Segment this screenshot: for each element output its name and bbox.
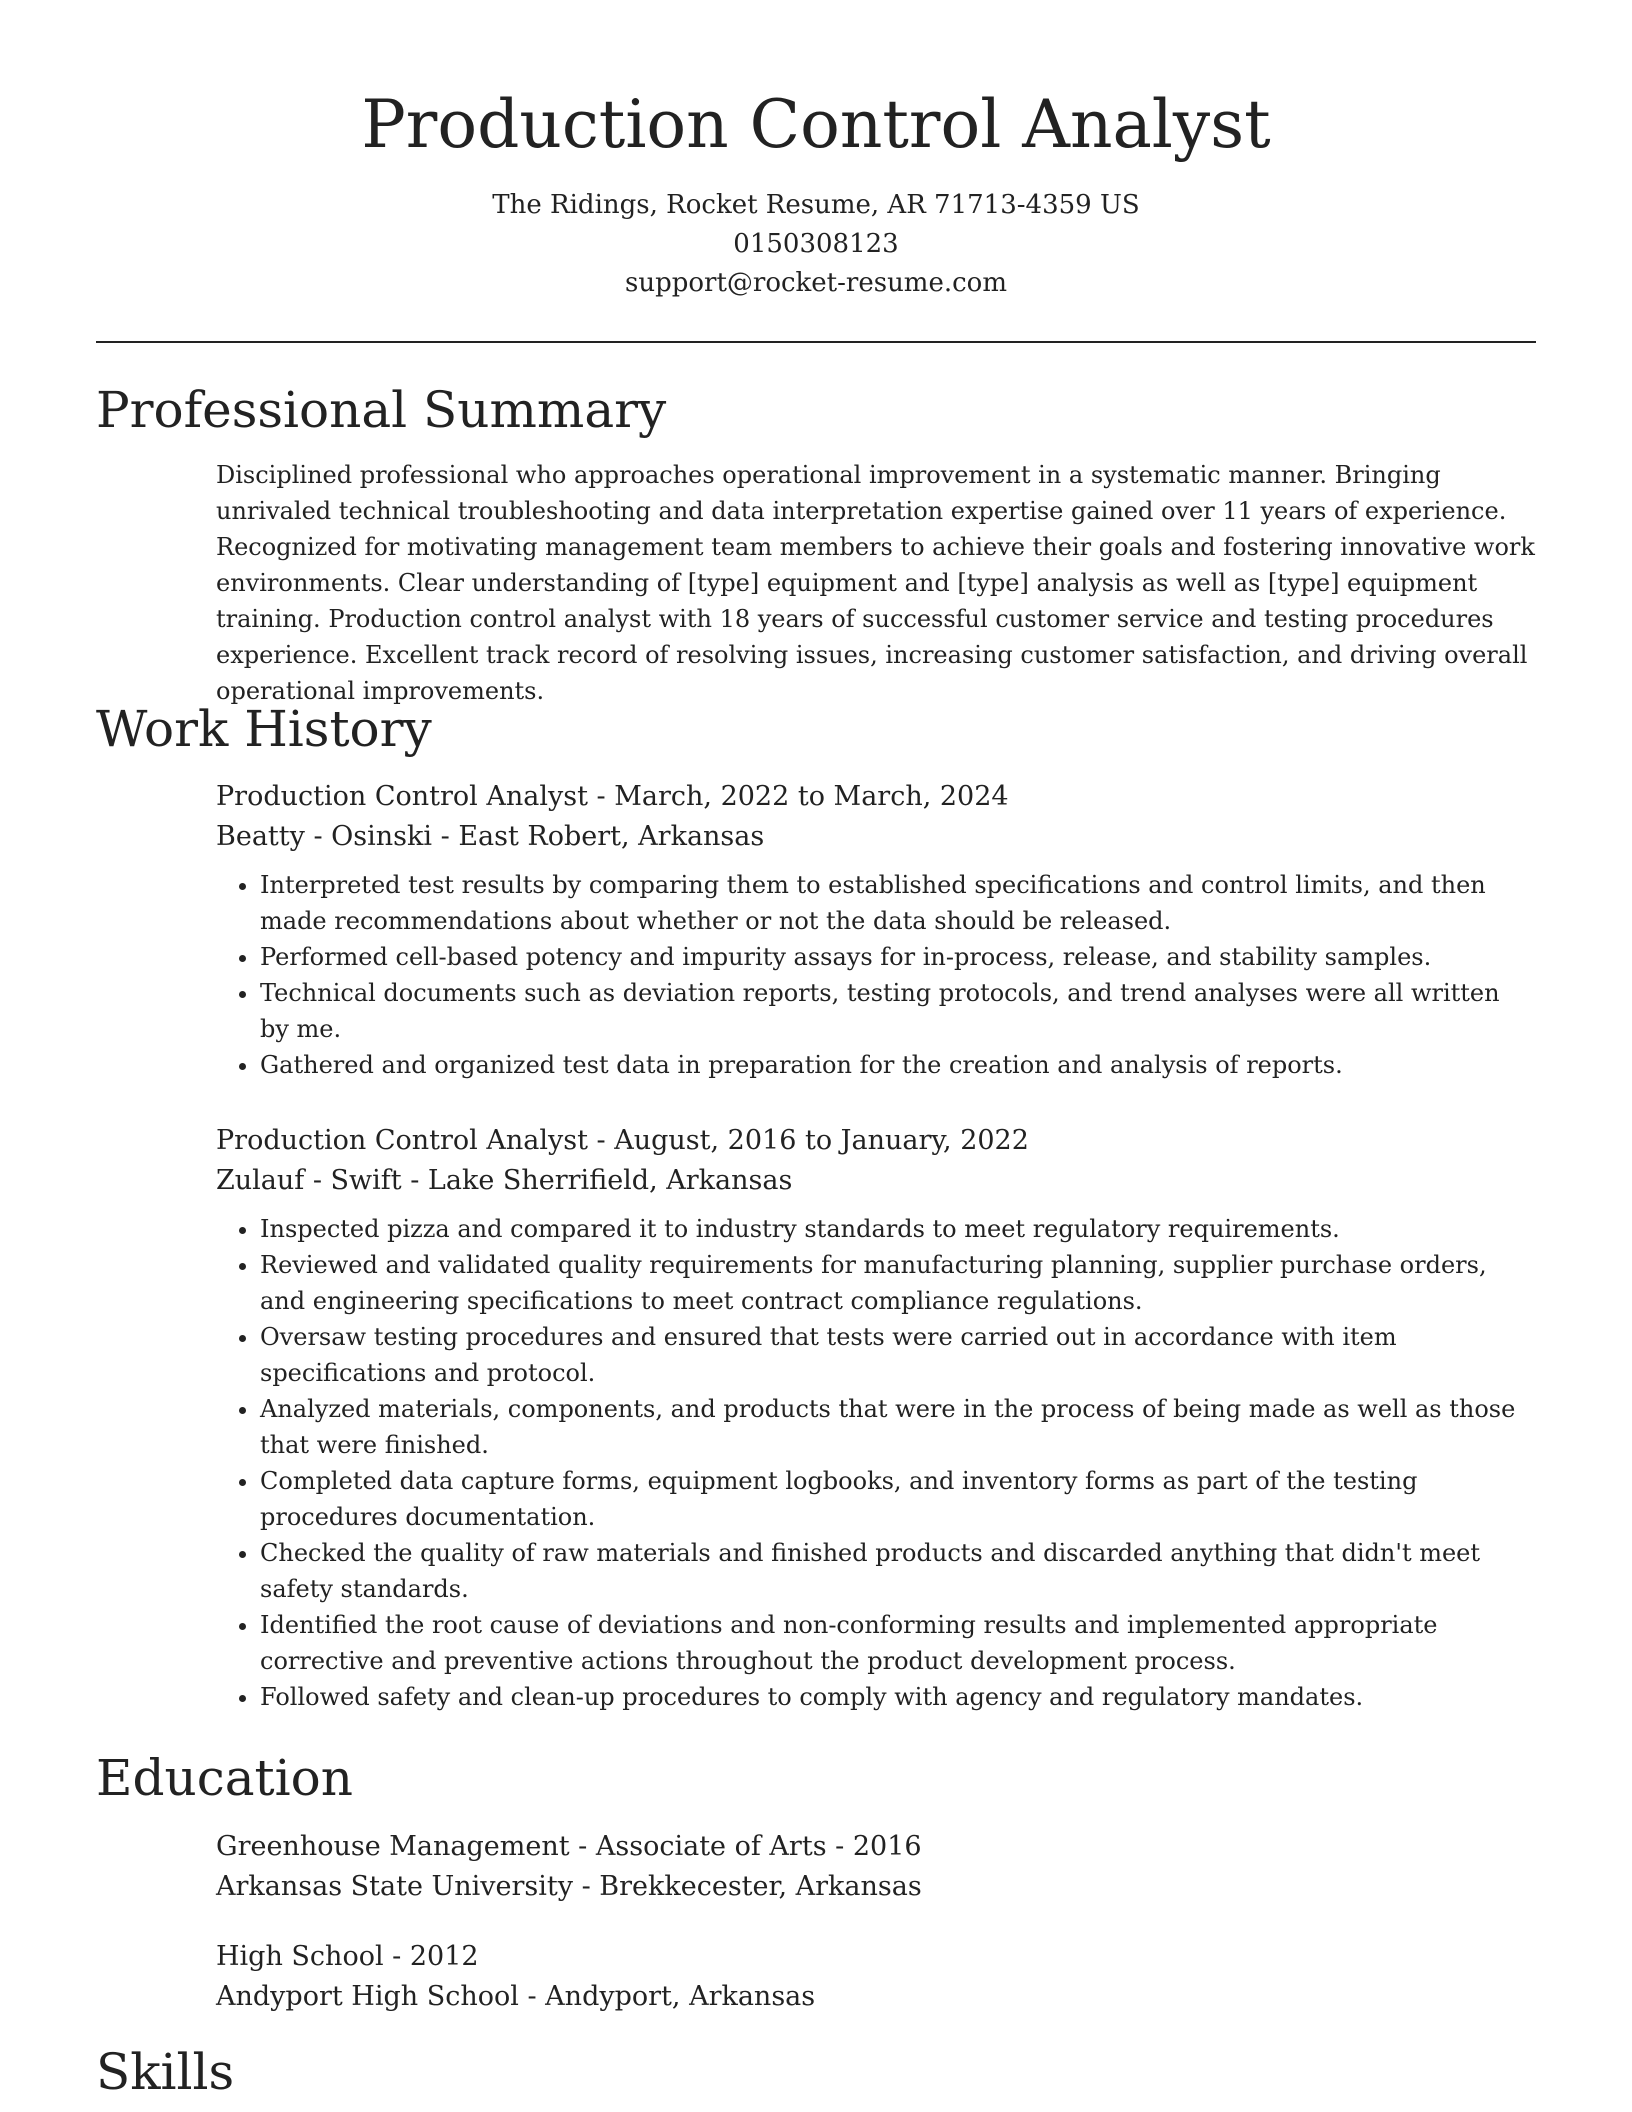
job-bullet: • Performed cell-based potency and impurity assays for in-process, release, and stability samples.: [260, 939, 1536, 975]
job-bullet: • Oversaw testing procedures and ensured that tests were carried out in accordance with item specifications and protocol.: [260, 1319, 1536, 1391]
job-bullet: • Analyzed materials, components, and products that were in the process of being made as well as those that were finished.: [260, 1391, 1536, 1463]
job-title-dates: Production Control Analyst - August, 2016 to January, 2022: [216, 1125, 1029, 1156]
job-bullet: • Interpreted test results by comparing them to established specifications and control limits, and then made recommendations about whether or not the data should be released.: [260, 867, 1536, 939]
job-bullet-list: [216, 1211, 1536, 1715]
education-school: Arkansas State University - Brekkecester, Arkansas: [216, 1871, 922, 1902]
summary-heading: Professional Summary: [96, 381, 667, 439]
education-school: Andyport High School - Andyport, Arkansas: [216, 1981, 816, 2012]
skills-heading: Skills: [96, 2043, 235, 2101]
candidate-name: Production Control Analyst: [361, 86, 1271, 163]
job-company-location: Beatty - Osinski - East Robert, Arkansas: [216, 821, 765, 852]
contact-info: [0, 186, 1632, 303]
job-bullet-list: [216, 867, 1536, 1083]
header-divider: [96, 341, 1536, 343]
summary-section: [216, 457, 1536, 709]
job-company-location: Zulauf - Swift - Lake Sherrifield, Arkansas: [216, 1165, 793, 1196]
education-degree: Greenhouse Management - Associate of Arts - 2016: [216, 1831, 922, 1862]
job-entry: [216, 1121, 1536, 1715]
education-entry: [216, 1937, 1536, 2017]
job-bullet: • Completed data capture forms, equipment logbooks, and inventory forms as part of the testing procedures documentation.: [260, 1463, 1536, 1535]
education-heading: Education: [96, 1749, 353, 1807]
job-bullet: • Checked the quality of raw materials and finished products and discarded anything that didn't meet safety standards.: [260, 1535, 1536, 1607]
contact-email: support@rocket-resume.com: [624, 268, 1007, 298]
job-bullet: • Gathered and organized test data in preparation for the creation and analysis of reports.: [260, 1047, 1536, 1083]
job-bullet: • Followed safety and clean-up procedures to comply with agency and regulatory mandates.: [260, 1679, 1536, 1715]
job-bullet: • Inspected pizza and compared it to industry standards to meet regulatory requirements.: [260, 1211, 1536, 1247]
contact-phone: 0150308123: [733, 229, 899, 259]
resume-header: [0, 80, 1632, 303]
job-bullet: • Reviewed and validated quality requirements for manufacturing planning, supplier purchase orders, and engineering specifications to meet contract compliance regulations.: [260, 1247, 1536, 1319]
education-degree: High School - 2012: [216, 1941, 479, 1972]
job-entry: [216, 777, 1536, 1083]
job-bullet: • Identified the root cause of deviations and non-conforming results and implemented appropriate corrective and preventive actions throughout the product development process.: [260, 1607, 1536, 1679]
job-bullet: • Technical documents such as deviation reports, testing protocols, and trend analyses were all written by me.: [260, 975, 1536, 1047]
contact-address: The Ridings, Rocket Resume, AR 71713-4359 US: [492, 190, 1140, 220]
education-entry: [216, 1827, 1536, 1907]
job-title-dates: Production Control Analyst - March, 2022 to March, 2024: [216, 781, 1009, 812]
work-history-heading: Work History: [96, 700, 432, 758]
summary-text: Disciplined professional who approaches operational improvement in a systematic manner. Bringing unrivaled technical troubleshooting and data interpretation expertise gained over 11 years of experience. Recognized for motivating management team members to achieve their goals and fostering innovative work environments. Clear understanding of [type] equipment and [type] analysis as well as [type] equipment training. Production control analyst with 18 years of successful customer service and testing procedures experience. Excellent track record of resolving issues, increasing customer satisfaction, and driving overall operational improvements.: [216, 461, 1535, 705]
